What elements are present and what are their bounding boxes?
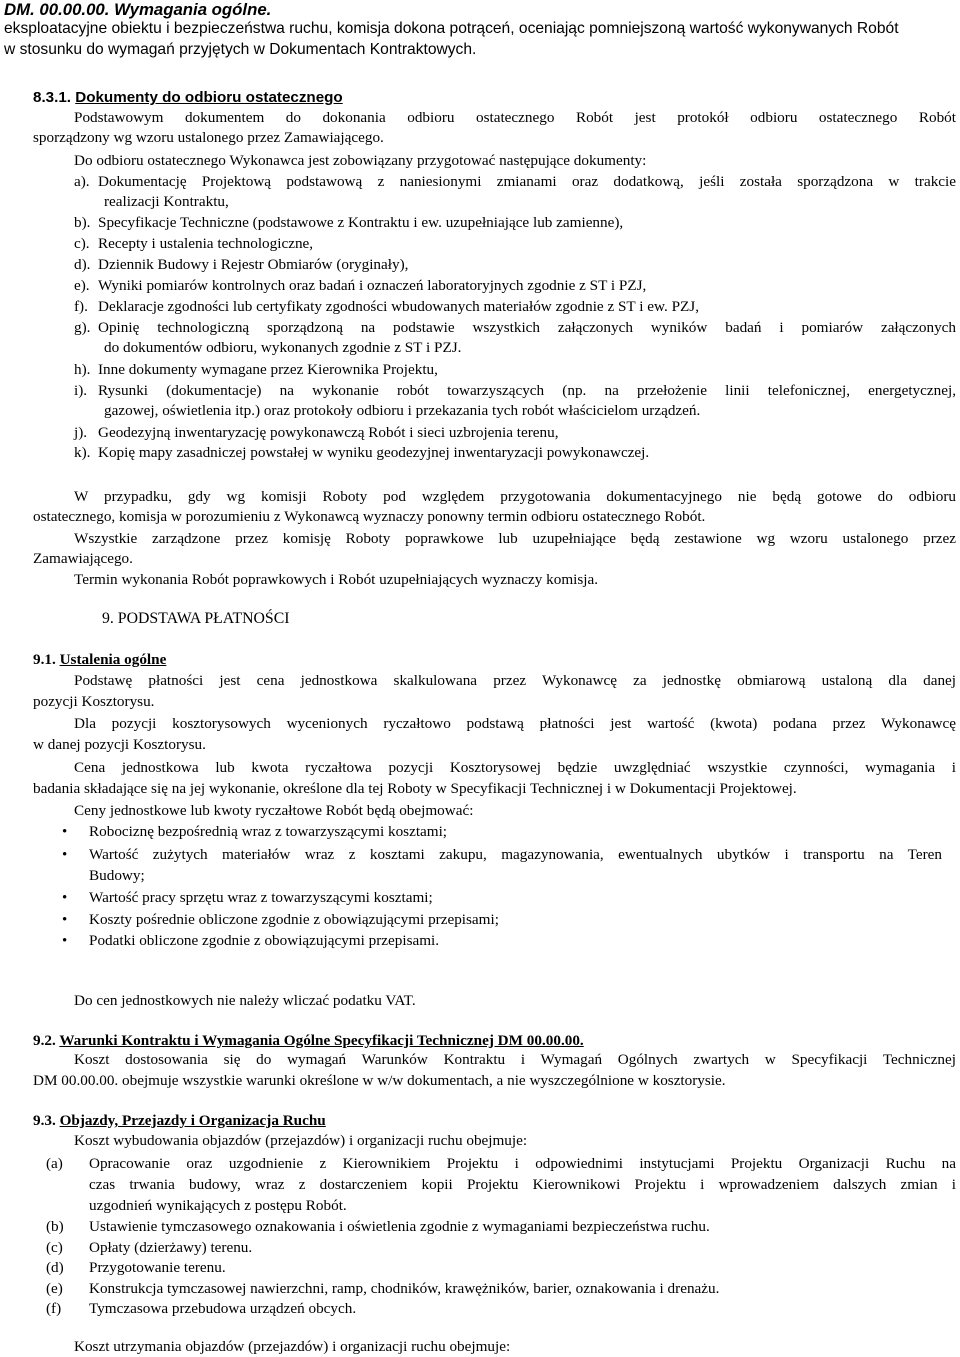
list-item-line: Ustawienie tymczasowego oznakowania i oświetlenia zgodnie z wymaganiami bezpieczeństwa ruchu. (89, 1218, 710, 1235)
list-item-line: Rysunki (dokumentacje) na wykonanie robót towarzyszących (np. na przełożenie linii telefonicznej, energetycznej, (98, 382, 956, 399)
paragraph-line: Wszystkie zarządzone przez komisję Roboty poprawkowe lub uzupełniające będą zestawione wg wzoru ustalonego przez (74, 530, 956, 547)
list-marker: h). (74, 361, 91, 378)
section-title: Dokumenty do odbioru ostatecznego (75, 89, 343, 106)
paragraph-line: Zamawiającego. (33, 550, 133, 567)
section-heading-9-3 (33, 1111, 326, 1131)
bullet-icon: • (62, 824, 68, 840)
paragraph-line: Termin wykonania Robót poprawkowych i Robót uzupełniających wyznaczy komisja. (74, 571, 599, 588)
section-number: 9.3. (33, 1112, 56, 1129)
bullet-icon: • (62, 912, 68, 928)
list-item-line: Kopię mapy zasadniczej powstałej w wyniku geodezyjnej inwentaryzacji powykonawczej. (98, 444, 650, 461)
list-item-line: Specyfikacje Techniczne (podstawowe z Kontraktu i ew. uzupełniające lub zamienne), (98, 214, 624, 231)
bullet-item-line: Koszty pośrednie obliczone zgodnie z obowiązującymi przepisami; (89, 911, 499, 928)
list-marker: d). (74, 256, 91, 273)
paragraph-line: badania składające się na jej wykonanie, określone dla tej Roboty w Specyfikacji Technicznej i w Dokumentacji Projektowej. (33, 780, 797, 797)
intro-line: eksploatacyjne obiektu i bezpieczeństwa ruchu, komisja dokona potrąceń, oceniając pomniejszoną wartość wykonywanych Robót (4, 20, 899, 37)
list-item-line: uzgodnień wynikających z postępu Robót. (89, 1197, 347, 1214)
list-item-line: Opinię technologiczną sporządzoną na podstawie wszystkich załączonych wyników badań i pomiarów załączonych (98, 319, 956, 336)
intro-line: w stosunku do wymagań przyjętych w Dokumentach Kontraktowych. (4, 41, 477, 58)
list-item-line: gazowej, oświetlenia itp.) oraz protokoły odbioru i przekazania tych robót właścicielom urządzeń. (104, 402, 701, 419)
paragraph-line: Ceny jednostkowe lub kwoty ryczałtowe Robót będą obejmować: (74, 802, 474, 819)
section-number: 8.3.1. (33, 89, 71, 106)
section-number: 9.2. (33, 1032, 56, 1049)
bullet-item-line: Robociznę bezpośrednią wraz z towarzyszącymi kosztami; (89, 823, 448, 840)
section-title: Ustalenia ogólne (59, 651, 167, 668)
paragraph-line: Koszt wybudowania objazdów (przejazdów) i organizacji ruchu obejmuje: (74, 1132, 528, 1149)
list-marker: (c) (46, 1239, 63, 1256)
list-marker: b). (74, 214, 91, 231)
paragraph-line: Podstawowym dokumentem do dokonania odbioru ostatecznego Robót jest protokół odbioru ostatecznego Robót (74, 109, 956, 126)
paragraph-line: Cena jednostkowa lub kwota ryczałtowa pozycji Kosztorysowej będzie uwzględniać wszystkie czynności, wymagania i (74, 759, 956, 776)
paragraph-line: W przypadku, gdy wg komisji Roboty pod względem przygotowania dokumentacyjnego nie będą gotowe do odbioru (74, 488, 956, 505)
list-item-line: do dokumentów odbioru, wykonanych zgodnie z ST i PZJ. (104, 339, 462, 356)
paragraph-line: sporządzony wg wzoru ustalonego przez Zamawiającego. (33, 129, 384, 146)
list-marker: k). (74, 444, 91, 461)
list-marker: (a) (46, 1155, 63, 1172)
bullet-item-line: Wartość zużytych materiałów wraz z kosztami zakupu, magazynowania, ewentualnych ubytków i transportu na Teren (89, 846, 942, 863)
paragraph-line: Do odbioru ostatecznego Wykonawca jest zobowiązany przygotować następujące dokumenty: (74, 152, 647, 169)
list-marker: f). (74, 298, 88, 315)
paragraph-line: w danej pozycji Kosztorysu. (33, 736, 206, 753)
paragraph-line: DM 00.00.00. obejmuje wszystkie warunki określone w w/w dokumentach, a nie wyszczególnione w kosztorysie. (33, 1072, 726, 1089)
list-item-line: Recepty i ustalenia technologiczne, (98, 235, 314, 252)
list-marker: g). (74, 319, 91, 336)
list-marker: (d) (46, 1259, 64, 1276)
chapter-heading: 9. PODSTAWA PŁATNOŚCI (102, 610, 290, 627)
bullet-icon: • (62, 847, 68, 863)
paragraph-line: pozycji Kosztorysu. (33, 693, 155, 710)
paragraph-line: Koszt utrzymania objazdów (przejazdów) i organizacji ruchu obejmuje: (74, 1338, 511, 1355)
list-marker: (b) (46, 1218, 64, 1235)
section-title: Objazdy, Przejazdy i Organizacja Ruchu (59, 1112, 326, 1129)
bullet-item-line: Wartość pracy sprzętu wraz z towarzyszącymi kosztami; (89, 889, 433, 906)
list-item-line: Opracowanie oraz uzgodnienie z Kierownikiem Projektu i odpowiednimi instytucjami Projektu Organizacji Ruchu na (89, 1155, 956, 1172)
list-item-line: Tymczasowa przebudowa urządzeń obcych. (89, 1300, 357, 1317)
bullet-item-line: Budowy; (89, 867, 145, 884)
list-marker: j). (74, 424, 88, 441)
bullet-icon: • (62, 933, 68, 949)
section-heading-8-3-1 (33, 88, 343, 108)
list-item-line: realizacji Kontraktu, (104, 193, 229, 210)
paragraph-line: Koszt dostosowania się do wymagań Warunków Kontraktu i Wymagań Ogólnych zwartych w Specyfikacji Technicznej (74, 1051, 956, 1068)
list-item-line: Opłaty (dzierżawy) terenu. (89, 1239, 253, 1256)
section-title: Warunki Kontraktu i Wymagania Ogólne Specyfikacji Technicznej DM 00.00.00. (59, 1032, 584, 1049)
paragraph-line: Podstawę płatności jest cena jednostkowa skalkulowana przez Wykonawcę za jednostkę obmiarową ustaloną dla danej (74, 672, 956, 689)
bullet-item-line: Podatki obliczone zgodnie z obowiązującymi przepisami. (89, 932, 440, 949)
section-number: 9.1. (33, 651, 56, 668)
list-item-line: Deklaracje zgodności lub certyfikaty zgodności wbudowanych materiałów zgodnie z ST i ew. PZJ, (98, 298, 699, 315)
list-marker: a). (74, 173, 90, 190)
list-marker: (e) (46, 1280, 63, 1297)
paragraph-line: ostatecznego, komisja w porozumieniu z Wykonawcą wyznaczy ponowny termin odbioru ostatecznego Robót. (33, 508, 706, 525)
list-item-line: Inne dokumenty wymagane przez Kierownika Projektu, (98, 361, 438, 378)
bullet-icon: • (62, 890, 68, 906)
list-item-line: Konstrukcja tymczasowej nawierzchni, ramp, chodników, krawężników, barier, oznakowania i drenażu. (89, 1280, 720, 1297)
list-item-line: Wyniki pomiarów kontrolnych oraz badań i oznaczeń laboratoryjnych zgodnie z ST i PZJ, (98, 277, 647, 294)
list-item-line: Dziennik Budowy i Rejestr Obmiarów (oryginały), (98, 256, 409, 273)
list-item-line: czas trwania budowy, wraz z dostarczeniem kopii Projektu Kierownikowi Projektu i wprowadzeniem dalszych zmian i (89, 1176, 956, 1193)
list-marker: e). (74, 277, 90, 294)
document-title: DM. 00.00.00. Wymagania ogólne. (4, 0, 272, 19)
paragraph-line: Do cen jednostkowych nie należy wliczać podatku VAT. (74, 992, 416, 1009)
list-marker: (f) (46, 1300, 62, 1317)
list-marker: i). (74, 382, 88, 399)
list-item-line: Geodezyjną inwentaryzację powykonawczą Robót i sieci uzbrojenia terenu, (98, 424, 559, 441)
list-marker: c). (74, 235, 90, 252)
section-heading-9-2 (33, 1031, 584, 1051)
list-item-line: Dokumentację Projektową podstawową z naniesionymi zmianami oraz dodatkową, jeśli została sporządzona w trakcie (98, 173, 956, 190)
list-item-line: Przygotowanie terenu. (89, 1259, 226, 1276)
section-heading-9-1 (33, 650, 166, 670)
paragraph-line: Dla pozycji kosztorysowych wycenionych ryczałtowo podstawą płatności jest wartość (kwota) podana przez Wykonawcę (74, 715, 956, 732)
